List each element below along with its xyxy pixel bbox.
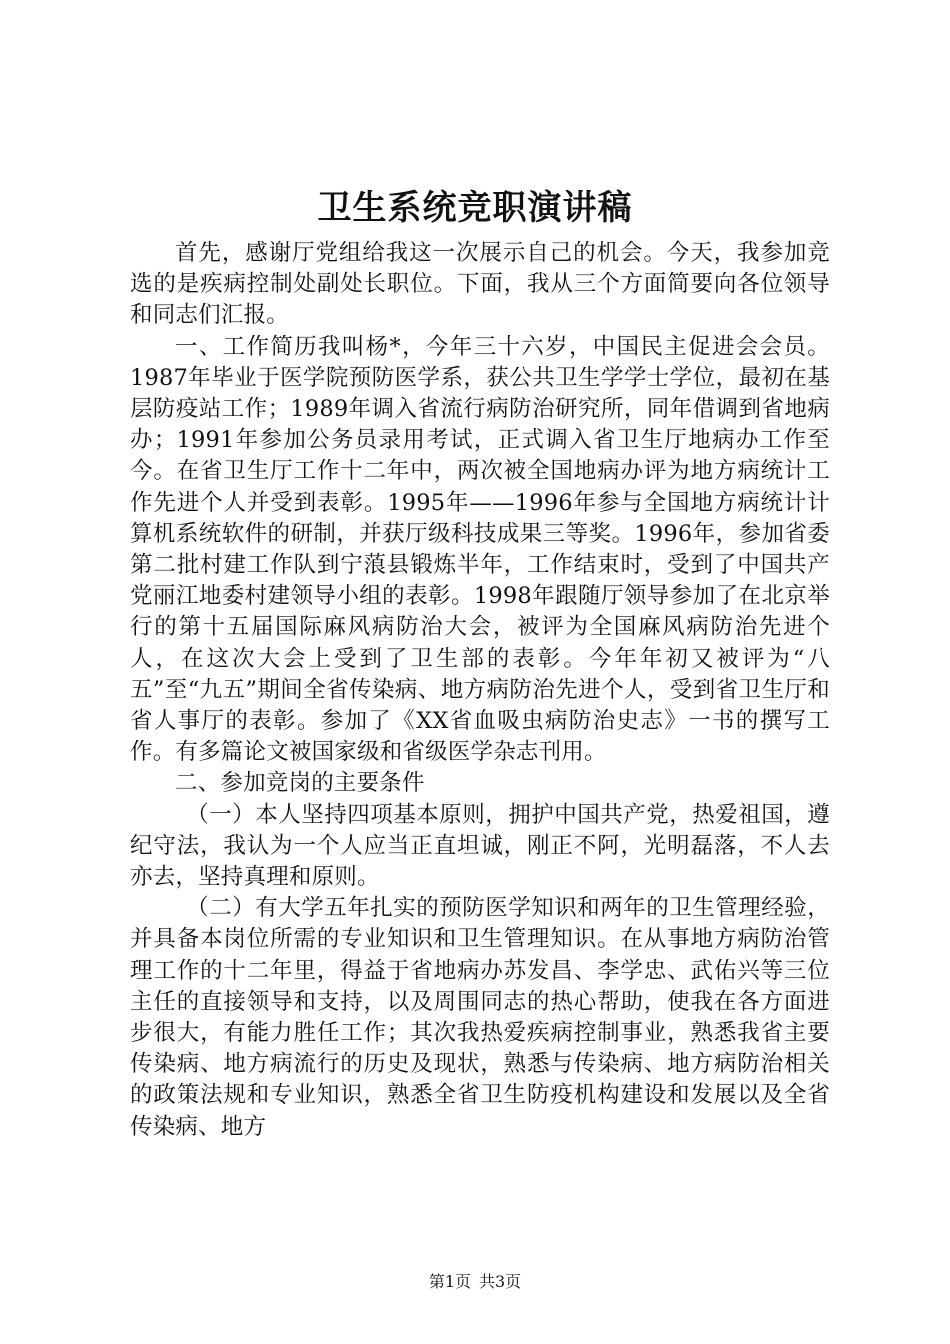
paragraph-intro: 首先，感谢厅党组给我这一次展示自己的机会。今天，我参加竞选的是疾病控制处副处长职位。下面，我从三个方面简要向各位领导和同志们汇报。: [130, 240, 830, 329]
page-footer: [0, 1272, 950, 1292]
section-heading-conditions: 二、参加竞岗的主要条件: [175, 770, 425, 797]
paragraph-work-history: 一、工作简历我叫杨*，今年三十六岁，中国民主促进会会员。1987年毕业于医学院预防医学系，获公共卫生学学士学位，最初在基层防疫站工作；1989年调入省流行病防治研究所，同年借调到省地病办；1991年参加公务员录用考试，正式调入省卫生厅地病办工作至今。在省卫生厅工作十二年中，两次被全国地病办评为地方病统计工作先进个人并受到表彰。1995年——1996年参与全国地方病统计计算机系统软件的研制，并获厅级科技成果三等奖。1996年，参加省委第二批村建工作队到宁蒗县锻炼半年，工作结束时，受到了中国共产党丽江地委村建领导小组的表彰。1998年跟随厅领导参加了在北京举行的第十五届国际麻风病防治大会，被评为全国麻风病防治先进个人，在这次大会上受到了卫生部的表彰。今年年初又被评为“八五”至“九五”期间全省传染病、地方病防治先进个人，受到省卫生厅和省人事厅的表彰。参加了《XX省血吸虫病防治史志》一书的撰写工作。有多篇论文被国家级和省级医学杂志刊用。: [130, 333, 830, 766]
page-number: 第1页: [428, 1272, 471, 1291]
paragraph-condition-1: （一）本人坚持四项基本原则，拥护中国共产党，热爱祖国，遵纪守法，我认为一个人应当正直坦诚，刚正不阿，光明磊落，不人去亦去，坚持真理和原则。: [130, 801, 830, 891]
document-title: 卫生系统竞职演讲稿: [317, 188, 633, 228]
page-total: 共3页: [479, 1272, 522, 1291]
paragraph-condition-2: （二）有大学五年扎实的预防医学知识和两年的卫生管理经验，并具备本岗位所需的专业知识和卫生管理知识。在从事地方病防治管理工作的十二年里，得益于省地病办苏发昌、李学忠、武佑兴等三位主任的直接领导和支持，以及周围同志的热心帮助，使我在各方面进步很大，有能力胜任工作；其次我热爱疾病控制事业，熟悉我省主要传染病、地方病流行的历史及现状，熟悉与传染病、地方病防治相关的政策法规和专业知识，熟悉全省卫生防疫机构建设和发展以及全省传染病、地方: [130, 895, 830, 1140]
document-body: [130, 238, 830, 1143]
